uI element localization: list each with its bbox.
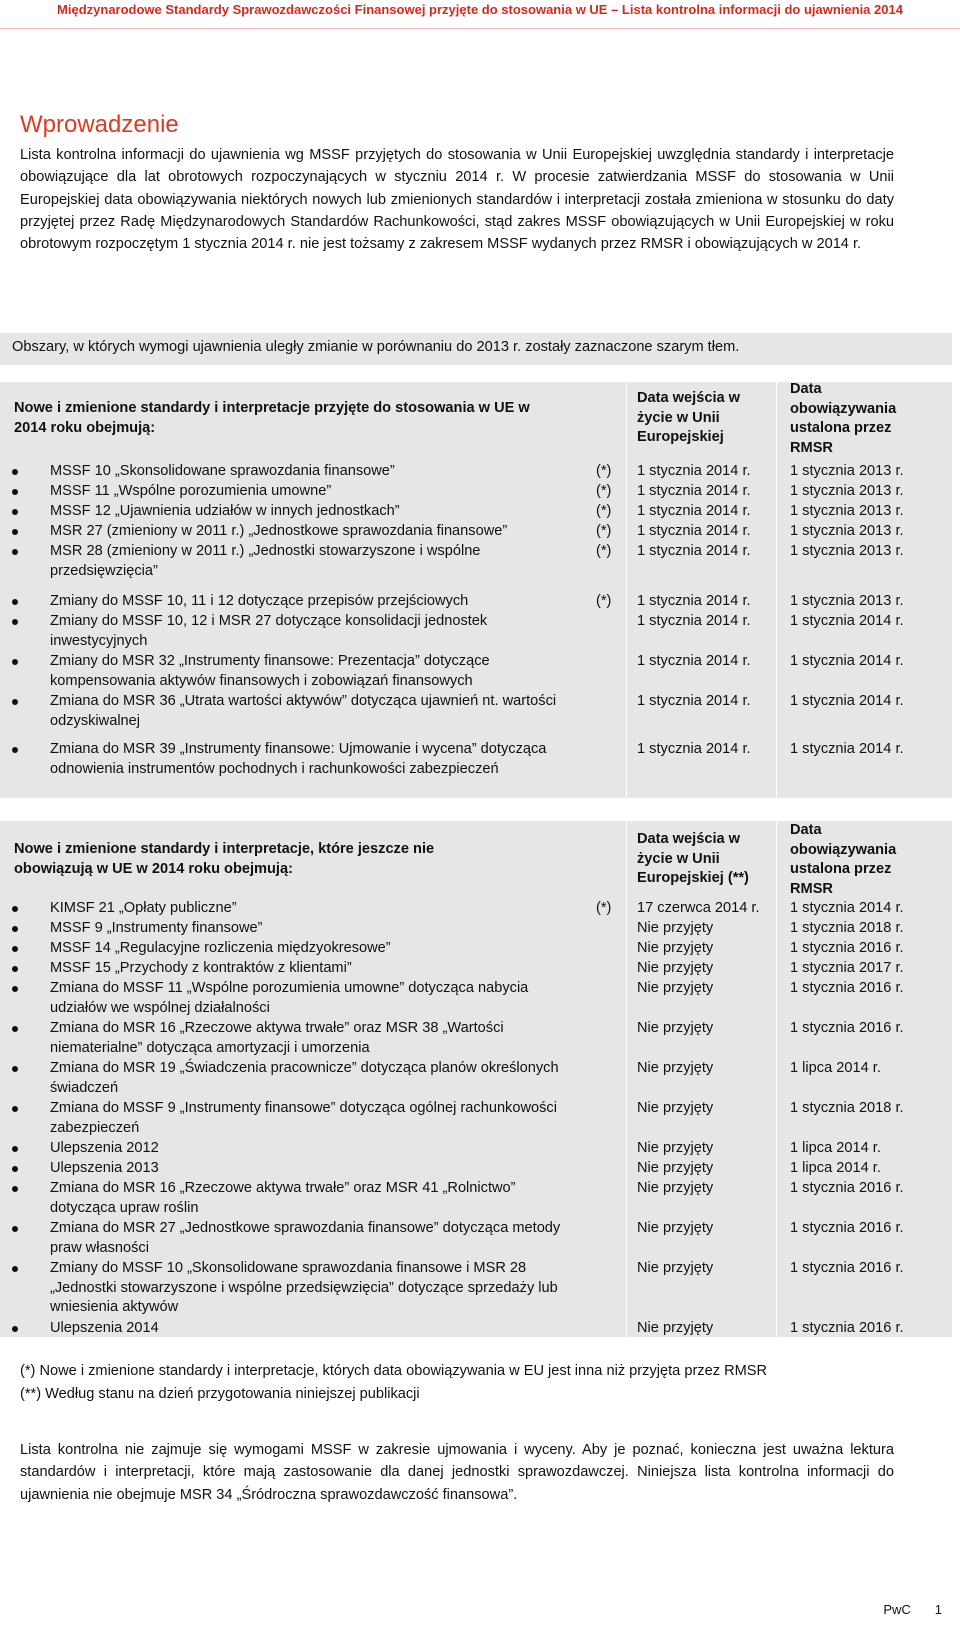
standard-name: MSR 27 (zmieniony w 2011 r.) „Jednostkowe sprawozdania finansowe” (50, 523, 508, 539)
standard-name: Zmiana do MSR 36 „Utrata wartości aktywów” dotycząca ujawnień nt. wartości odzyskiwalnej (50, 693, 557, 729)
bullet-icon (12, 906, 18, 912)
eu-effective-date: Nie przyjęty (637, 940, 714, 956)
iasb-effective-date: 1 stycznia 2016 r. (790, 980, 904, 996)
bullet-icon (12, 946, 18, 952)
footnote-mark: (*) (596, 523, 612, 539)
table1-col-iasb: Data obowiązywania ustalona przez RMSR (790, 381, 897, 456)
standard-name: MSSF 12 „Ujawnienia udziałów w innych jednostkach” (50, 503, 400, 519)
eu-effective-date: 1 stycznia 2014 r. (637, 653, 751, 669)
iasb-effective-date: 1 stycznia 2017 r. (790, 960, 904, 976)
iasb-effective-date: 1 stycznia 2014 r. (790, 653, 904, 669)
standard-name: MSSF 9 „Instrumenty finansowe” (50, 920, 263, 936)
iasb-effective-date: 1 stycznia 2013 r. (790, 543, 904, 559)
column-divider (776, 821, 777, 1337)
standard-name: Zmiany do MSSF 10 „Skonsolidowane sprawozdania finansowe i MSR 28 „Jednostki stowarzyszone i wspólne przedsięwzięcia” dotyczące sprzedaży lub wniesienia aktywów (50, 1260, 558, 1315)
standard-name: Zmiana do MSR 39 „Instrumenty finansowe: Ujmowanie i wycena” dotycząca odnowienia instrumentów pochodnych i rachunkowości zabezpieczeń (50, 741, 547, 777)
iasb-effective-date: 1 stycznia 2016 r. (790, 940, 904, 956)
iasb-effective-date: 1 stycznia 2013 r. (790, 463, 904, 479)
bullet-icon (12, 599, 18, 605)
eu-effective-date: Nie przyjęty (637, 1020, 714, 1036)
standard-name: Zmiana do MSSF 9 „Instrumenty finansowe” dotycząca ogólnej rachunkowości zabezpieczeń (50, 1100, 557, 1136)
table2-col-eu: Data wejścia w życie w Unii Europejskiej (**) (637, 831, 749, 886)
column-divider (626, 821, 627, 1337)
iasb-effective-date: 1 lipca 2014 r. (790, 1060, 881, 1076)
bullet-icon (12, 1066, 18, 1072)
standard-name: Ulepszenia 2013 (50, 1160, 159, 1176)
standard-name: KIMSF 21 „Opłaty publiczne” (50, 900, 237, 916)
iasb-effective-date: 1 stycznia 2013 r. (790, 483, 904, 499)
iasb-effective-date: 1 stycznia 2014 r. (790, 613, 904, 629)
standard-name: Zmiany do MSSF 10, 11 i 12 dotyczące przepisów przejściowych (50, 593, 469, 609)
bullet-icon (12, 549, 18, 555)
iasb-effective-date: 1 stycznia 2016 r. (790, 1260, 904, 1276)
bullet-icon (12, 1326, 18, 1332)
table1-panel (0, 382, 952, 798)
standard-name: Zmiana do MSR 19 „Świadczenia pracownicze” dotycząca planów określonych świadczeń (50, 1060, 559, 1096)
iasb-effective-date: 1 lipca 2014 r. (790, 1140, 881, 1156)
eu-effective-date: 1 stycznia 2014 r. (637, 613, 751, 629)
iasb-effective-date: 1 stycznia 2018 r. (790, 920, 904, 936)
footnote-1: (*) Nowe i zmienione standardy i interpretacje, których data obowiązywania w EU jest inna niż przyjęta przez RMSR (20, 1363, 768, 1379)
standard-name: MSSF 15 „Przychody z kontraktów z klientami” (50, 960, 352, 976)
eu-effective-date: Nie przyjęty (637, 1140, 714, 1156)
eu-effective-date: 1 stycznia 2014 r. (637, 741, 751, 757)
table2-panel (0, 821, 952, 1337)
standard-name: MSSF 10 „Skonsolidowane sprawozdania finansowe” (50, 463, 395, 479)
page-footer (859, 1602, 942, 1617)
eu-effective-date: 1 stycznia 2014 r. (637, 483, 751, 499)
closing-paragraph: Lista kontrolna nie zajmuje się wymogami MSSF w zakresie ujmowania i wyceny. Aby je poznać, konieczna jest uważna lektura standardów i interpretacji, które mają zastosowanie dla danej jednostki sprawozdawczej. Niniejsza lista kontrolna informacji do ujawnienia nie obejmuje MSR 34 „Śródroczna sprawozdawczość finansowa”. (20, 1442, 894, 1503)
standard-name: Zmiany do MSR 32 „Instrumenty finansowe: Prezentacja” dotyczące kompensowania aktywów finansowych i zobowiązań finansowych (50, 653, 490, 689)
eu-effective-date: Nie przyjęty (637, 1160, 714, 1176)
eu-effective-date: 1 stycznia 2014 r. (637, 503, 751, 519)
eu-effective-date: Nie przyjęty (637, 1320, 714, 1336)
note-text: Obszary, w których wymogi ujawnienia uległy zmianie w porównaniu do 2013 r. zostały zaznaczone szarym tłem. (12, 339, 740, 355)
footnote-mark: (*) (596, 483, 612, 499)
standard-name: Ulepszenia 2012 (50, 1140, 159, 1156)
bullet-icon (12, 966, 18, 972)
footnote-2: (**) Według stanu na dzień przygotowania niniejszej publikacji (20, 1386, 420, 1402)
standard-name: Zmiana do MSR 16 „Rzeczowe aktywa trwałe” oraz MSR 38 „Wartości niematerialne” dotycząca amortyzacji i umorzenia (50, 1020, 504, 1056)
section-title: Wprowadzenie (20, 111, 179, 138)
iasb-effective-date: 1 stycznia 2014 r. (790, 693, 904, 709)
iasb-effective-date: 1 stycznia 2013 r. (790, 593, 904, 609)
eu-effective-date: 1 stycznia 2014 r. (637, 463, 751, 479)
bullet-icon (12, 1166, 18, 1172)
standard-name: Zmiany do MSSF 10, 12 i MSR 27 dotyczące konsolidacji jednostek inwestycyjnych (50, 613, 488, 649)
bullet-icon (12, 529, 18, 535)
bullet-icon (12, 1266, 18, 1272)
standard-name: Zmiana do MSSF 11 „Wspólne porozumienia umowne” dotycząca nabycia udziałów we wspólnej działalności (50, 980, 529, 1016)
table1-col-eu: Data wejścia w życie w Unii Europejskiej (637, 390, 741, 445)
intro-paragraph: Lista kontrolna informacji do ujawnienia wg MSSF przyjętych do stosowania w Unii Europejskiej uwzględnia standardy i interpretacje obowiązujące dla lat obrotowych rozpoczynających w styczniu 2014 r. W procesie zatwierdzania MSSF do stosowania w Unii Europejskiej data obowiązywania niektórych nowych lub zmienionych standardów i interpretacji została zmieniona w stosunku do daty przyjętej przez Radę Międzynarodowych Standardów Rachunkowości, stąd zakres MSSF obowiązujących w Unii Europejskiej w roku obrotowym rozpoczętym 1 stycznia 2014 r. nie jest tożsamy z zakresem MSSF wydanych przez RMSR i obowiązujących w 2014 r. (20, 147, 894, 253)
bullet-icon (12, 1186, 18, 1192)
eu-effective-date: Nie przyjęty (637, 920, 714, 936)
footnote-mark: (*) (596, 593, 612, 609)
eu-effective-date: 17 czerwca 2014 r. (637, 900, 760, 916)
bullet-icon (12, 659, 18, 665)
iasb-effective-date: 1 stycznia 2014 r. (790, 741, 904, 757)
eu-effective-date: Nie przyjęty (637, 960, 714, 976)
standard-name: MSR 28 (zmieniony w 2011 r.) „Jednostki stowarzyszone i wspólne przedsięwzięcia” (50, 543, 481, 579)
eu-effective-date: Nie przyjęty (637, 1100, 714, 1116)
standard-name: MSSF 14 „Regulacyjne rozliczenia międzyokresowe” (50, 940, 391, 956)
bullet-icon (12, 469, 18, 475)
eu-effective-date: Nie przyjęty (637, 1260, 714, 1276)
eu-effective-date: Nie przyjęty (637, 1220, 714, 1236)
iasb-effective-date: 1 stycznia 2014 r. (790, 900, 904, 916)
iasb-effective-date: 1 stycznia 2016 r. (790, 1020, 904, 1036)
eu-effective-date: 1 stycznia 2014 r. (637, 543, 751, 559)
standard-name: Zmiana do MSR 16 „Rzeczowe aktywa trwałe” oraz MSR 41 „Rolnictwo” dotycząca upraw roślin (50, 1180, 516, 1216)
footnote-mark: (*) (596, 900, 612, 916)
column-divider (626, 382, 627, 798)
iasb-effective-date: 1 stycznia 2013 r. (790, 503, 904, 519)
header-divider (0, 28, 960, 29)
bullet-icon (12, 1106, 18, 1112)
standard-name: Zmiana do MSR 27 „Jednostkowe sprawozdania finansowe” dotycząca metody praw własności (50, 1220, 561, 1256)
eu-effective-date: Nie przyjęty (637, 1060, 714, 1076)
iasb-effective-date: 1 stycznia 2016 r. (790, 1180, 904, 1196)
bullet-icon (12, 986, 18, 992)
eu-effective-date: 1 stycznia 2014 r. (637, 523, 751, 539)
iasb-effective-date: 1 stycznia 2016 r. (790, 1220, 904, 1236)
bullet-icon (12, 747, 18, 753)
brand-label: PwC (883, 1602, 911, 1617)
bullet-icon (12, 619, 18, 625)
eu-effective-date: Nie przyjęty (637, 980, 714, 996)
footnote-mark: (*) (596, 463, 612, 479)
column-divider (776, 382, 777, 798)
page-header: Międzynarodowe Standardy Sprawozdawczości Finansowej przyjęte do stosowania w UE – Lista kontrolna informacji do ujawnienia 2014 (57, 2, 903, 17)
bullet-icon (12, 509, 18, 515)
bullet-icon (12, 1026, 18, 1032)
bullet-icon (12, 699, 18, 705)
bullet-icon (12, 1226, 18, 1232)
bullet-icon (12, 926, 18, 932)
footnote-mark: (*) (596, 543, 612, 559)
bullet-icon (12, 489, 18, 495)
standard-name: MSSF 11 „Wspólne porozumienia umowne” (50, 483, 332, 499)
eu-effective-date: 1 stycznia 2014 r. (637, 693, 751, 709)
table1-heading: Nowe i zmienione standardy i interpretacje przyjęte do stosowania w UE w 2014 roku obejmują: (14, 400, 530, 436)
eu-effective-date: 1 stycznia 2014 r. (637, 593, 751, 609)
iasb-effective-date: 1 stycznia 2018 r. (790, 1100, 904, 1116)
iasb-effective-date: 1 stycznia 2016 r. (790, 1320, 904, 1336)
iasb-effective-date: 1 stycznia 2013 r. (790, 523, 904, 539)
footnote-mark: (*) (596, 503, 612, 519)
table2-heading: Nowe i zmienione standardy i interpretacje, które jeszcze nie obowiązują w UE w 2014 roku obejmują: (14, 841, 435, 877)
page-number: 1 (934, 1602, 942, 1617)
standard-name: Ulepszenia 2014 (50, 1320, 159, 1336)
iasb-effective-date: 1 lipca 2014 r. (790, 1160, 881, 1176)
table2-col-iasb: Data obowiązywania ustalona przez RMSR (790, 822, 897, 897)
eu-effective-date: Nie przyjęty (637, 1180, 714, 1196)
bullet-icon (12, 1146, 18, 1152)
